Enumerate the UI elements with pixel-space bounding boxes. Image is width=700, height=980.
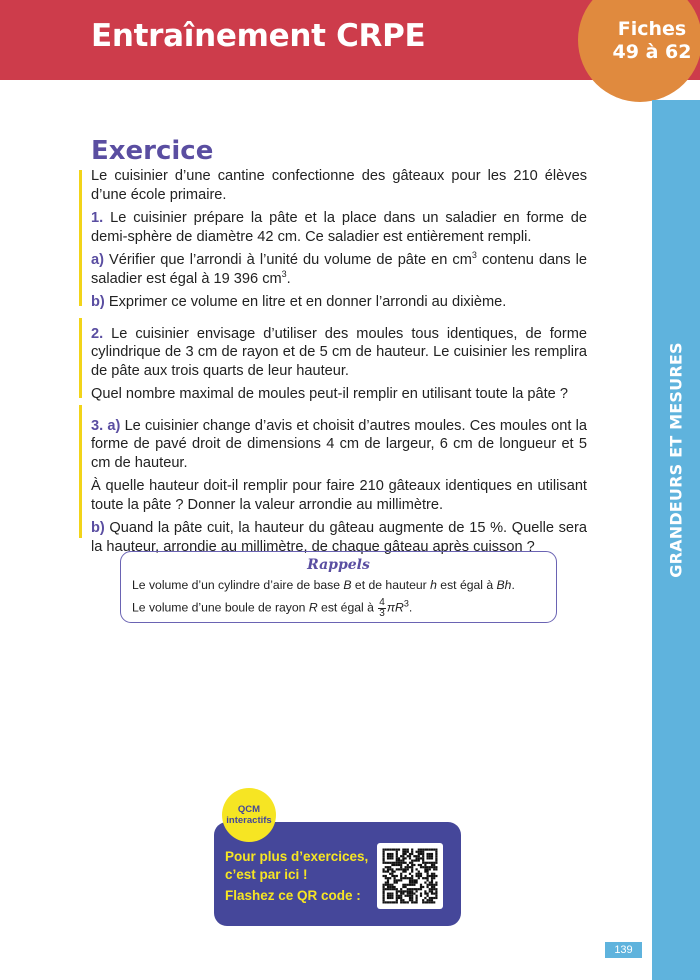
question-1b-text: Exprimer ce volume en litre et en donner l’arrondi au dixième. [104, 294, 507, 310]
question-3-marker [79, 405, 82, 538]
rappels-cylinder-formula [132, 578, 515, 592]
question-1a-text-part3: . [286, 270, 291, 287]
question-1b-label: b) [91, 294, 105, 310]
qcm-text-line2: c’est par ici ! [225, 867, 308, 882]
rappels-l2-part1: Le volume d’une boule de rayon [132, 600, 309, 615]
exercise-body [91, 167, 587, 561]
question-1a-text-part2: contenu dans le saladier est égal à 19 396 cm [91, 252, 587, 287]
qcm-badge-line2: interactifs [226, 815, 272, 826]
question-1-marker [79, 170, 82, 306]
qcm-text-line1: Pour plus d’exercices, [225, 849, 369, 864]
question-3a-prompt: À quelle hauteur doit-il remplir pour faire 210 gâteaux identiques en utilisant toute la pâte ? Donner la valeur arrondie au millimètre. [91, 478, 587, 513]
question-3a-number: 3. a) [91, 417, 121, 434]
question-2-marker [79, 318, 82, 398]
question-3a [91, 417, 587, 473]
question-1a-exponent2: 3 [281, 268, 287, 279]
rappels-l2-part3: . [408, 600, 413, 615]
rappels-l1-part3: est égal à [436, 578, 497, 592]
fiches-badge-label [604, 18, 700, 64]
fraction-denominator: 3 [379, 608, 385, 619]
question-1a-label: a) [91, 252, 104, 268]
chapter-sidebar-label: GRANDEURS ET MESURES [666, 342, 686, 578]
qcm-badge-line1: QCM [237, 804, 261, 815]
rappels-l2-exponent: 3 [403, 598, 409, 609]
fiches-badge-line2: 49 à 62 [612, 41, 692, 63]
rappels-l1-var-b: B [343, 578, 352, 592]
fiches-badge-line1: Fiches [617, 18, 687, 40]
question-1a-text-part1: Vérifier que l’arrondi à l’unité du volume de pâte en cm [103, 252, 472, 268]
question-1a-exponent1: 3 [471, 250, 477, 261]
exercise-title: Exercice [91, 136, 214, 166]
rappels-l1-var-bh: Bh [496, 578, 512, 592]
rappels-title: Rappels [307, 557, 370, 573]
rappels-sphere-formula [132, 598, 412, 619]
fraction [378, 598, 386, 619]
rappels-l1-part1: Le volume d’un cylindre d’aire de base [132, 578, 344, 592]
question-3a-text: Le cuisinier change d’avis et choisit d’autres moules. Ces moules ont la forme de pavé droit de dimensions 4 cm de largeur, 6 cm de longueur et 5 cm de hauteur. [91, 417, 587, 471]
rappels-l1-var-h: h [430, 578, 437, 592]
question-2-prompt: Quel nombre maximal de moules peut-il remplir en utilisant toute la pâte ? [91, 386, 568, 402]
question-1a [91, 251, 587, 288]
qcm-badge [222, 788, 276, 842]
question-3b-text: Quand la pâte cuit, la hauteur du gâteau augmente de 15 %. Quelle sera la hauteur, arrondie au millimètre, de chaque gâteau après cuisson ? [91, 520, 587, 555]
rappels-l2-part2: est égal à [317, 600, 378, 615]
qr-code[interactable] [377, 843, 443, 909]
qcm-text-line3: Flashez ce QR code : [225, 888, 361, 903]
exercise-intro: Le cuisinier d’une cantine confectionne des gâteaux pour les 210 élèves d’une école primaire. [91, 168, 587, 203]
question-3b-label: b) [91, 520, 105, 536]
page-title: Entraînement CRPE [91, 18, 426, 54]
question-1-text: Le cuisinier prépare la pâte et la place dans un saladier en forme de demi-sphère de diamètre 42 cm. Ce saladier est entièrement rempli. [91, 210, 587, 245]
qr-code-icon [377, 843, 443, 909]
rappels-l1-part2: et de hauteur [351, 578, 431, 592]
question-2-text: Le cuisinier envisage d’utiliser des moules tous identiques, de forme cylindrique de 3 cm de rayon et de 5 cm de hauteur. Le cuisinier les remplira de pâte aux trois quarts de leur hauteur. [91, 325, 587, 379]
fraction-numerator: 4 [379, 597, 385, 608]
question-1 [91, 209, 587, 246]
rappels-l2-var-r: R [308, 600, 318, 615]
rappels-l1-part4: . [511, 578, 515, 592]
rappels-l2-pi-r: πR [386, 600, 404, 615]
question-2-number: 2. [91, 325, 104, 342]
question-2 [91, 325, 587, 381]
rappels-box [120, 551, 557, 623]
page-number: 139 [605, 942, 642, 958]
question-1b [91, 293, 587, 312]
question-1-number: 1. [91, 210, 104, 226]
